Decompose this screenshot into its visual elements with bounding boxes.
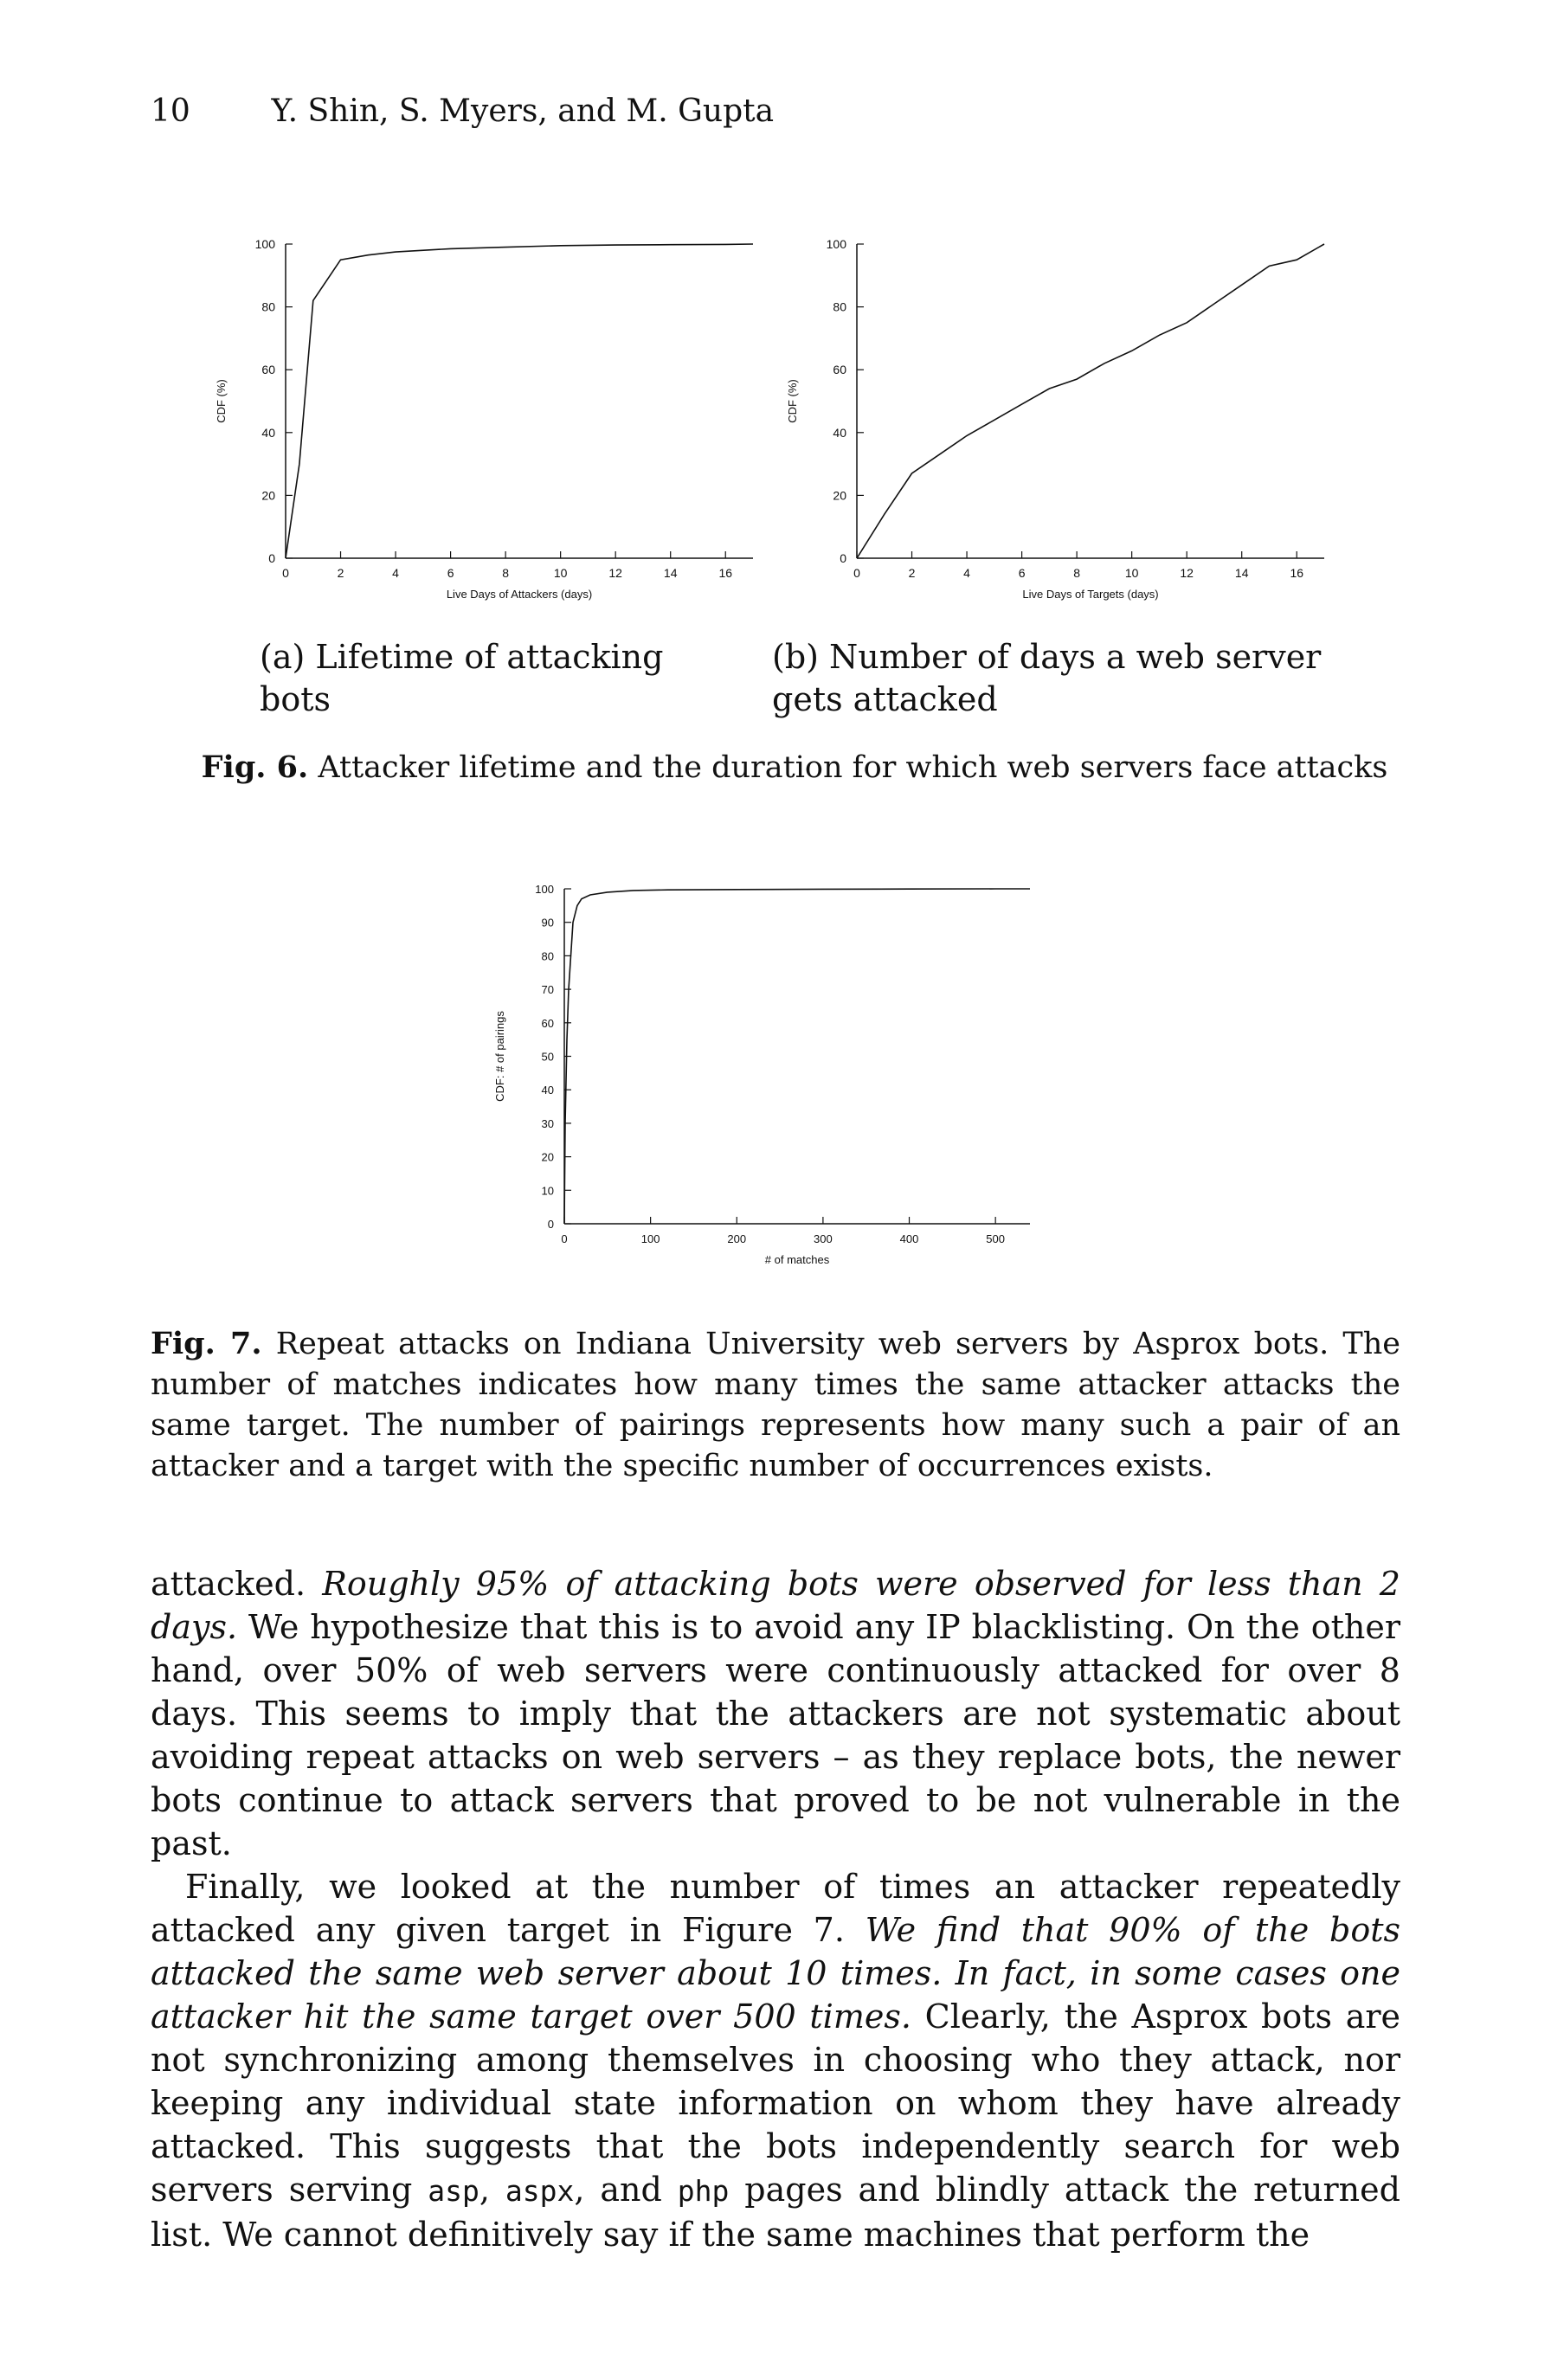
fig6-caption-text: Attacker lifetime and the duration for which web servers face attacks <box>318 750 1388 785</box>
fig7-ytick-label: 0 <box>547 1218 554 1231</box>
fig7-xtick-label: 0 <box>561 1232 568 1245</box>
fig7-ytick-label: 90 <box>541 916 554 929</box>
paragraph-1: attacked. Roughly 95% of attacking bots were observed for less than 2 days. We hypothesize that this is to avoid any IP blacklisting. On the other hand, over 50% of web servers were continuously attacked for over 8 days. This seems to imply that the attackers are not systematic about avoiding repeat attacks on web servers – as they replace bots, the newer bots continue to attack servers that proved to be not vulnerable in the past. <box>151 1565 1400 1862</box>
fig6a-xtick-label: 14 <box>663 566 678 580</box>
fig7-label: Fig. 7. <box>151 1326 262 1361</box>
fig6a-xtick-label: 8 <box>502 566 510 580</box>
body-text <box>151 1562 1400 2256</box>
fig6a-xtick-label: 2 <box>337 566 344 580</box>
fig6b-xtick-label: 2 <box>908 566 916 580</box>
fig7-ytick-label: 20 <box>541 1150 554 1164</box>
fig6b-x-axis-label: Live Days of Targets (days) <box>1022 588 1159 601</box>
fig7-caption <box>151 1324 1400 1487</box>
fig6a-cdf-line <box>286 244 753 558</box>
fig7-caption-text: Repeat attacks on Indiana University web servers by Asprox bots. The number of matches indicates how many times the same attacker attacks the same target. The number of pairings represents how many such a pair of an attacker and a target with the specific number of occurrences exists. <box>151 1327 1400 1483</box>
fig6a-ytick-label: 100 <box>254 237 275 251</box>
fig7-x-axis-label: # of matches <box>764 1253 830 1266</box>
fig7-ytick-label: 10 <box>541 1184 554 1198</box>
fig6a-x-axis-label: Live Days of Attackers (days) <box>446 588 593 601</box>
fig7-xtick-label: 500 <box>986 1232 1005 1245</box>
fig6a-chart <box>190 229 779 645</box>
fig6b-xtick-label: 4 <box>963 566 970 580</box>
fig7-cdf-line <box>564 889 1030 1224</box>
fig6a-xtick-label: 6 <box>447 566 454 580</box>
fig6b-xtick-label: 12 <box>1180 566 1194 580</box>
fig7-y-axis-label: CDF: # of pairings <box>493 1011 506 1102</box>
fig6a-ytick-label: 40 <box>261 425 275 440</box>
fig7-ytick-label: 100 <box>535 883 554 896</box>
fig6b-xtick-label: 16 <box>1290 566 1304 580</box>
author-list: Y. Shin, S. Myers, and M. Gupta <box>271 93 775 129</box>
fig6b-xtick-label: 6 <box>1018 566 1026 580</box>
fig6a-ytick-label: 80 <box>261 299 275 314</box>
fig7-xtick-label: 100 <box>640 1232 660 1245</box>
fig6a-ytick-label: 20 <box>261 488 275 503</box>
fig6-caption <box>189 748 1400 788</box>
fig7-ytick-label: 60 <box>541 1016 554 1030</box>
fig6a-subcaption: (a) Lifetime of attacking bots <box>260 638 664 719</box>
fig6b-subcaption: (b) Number of days a web server gets attacked <box>772 638 1322 719</box>
fig7-ytick-label: 50 <box>541 1050 554 1064</box>
fig6a-xtick-label: 12 <box>608 566 622 580</box>
running-header <box>151 93 774 129</box>
fig6b-xtick-label: 10 <box>1124 566 1139 580</box>
fig7-ytick-label: 80 <box>541 949 554 963</box>
fig6b-y-axis-label: CDF (%) <box>786 379 799 423</box>
paragraph-2: Finally, we looked at the number of times an attacker repeatedly attacked any given target in Figure 7. We find that 90% of the bots attacked the same web server about 10 times. In fact, in some cases one attacker hit the same target over 500 times. Clearly, the Asprox bots are not synchronizing among themselves in choosing who they attack, nor keeping any individual state information on whom they have already attacked. This suggests that the bots independently search for web servers serving asp, aspx, and php pages and blindly attack the returned list. We cannot definitively say if the same machines that perform the <box>151 1868 1400 2254</box>
fig7-ytick-label: 30 <box>541 1116 554 1130</box>
fig6b-chart <box>762 229 1350 645</box>
fig7-xtick-label: 300 <box>814 1232 833 1245</box>
fig6b-ytick-label: 0 <box>840 551 846 565</box>
fig6a-xtick-label: 16 <box>718 566 733 580</box>
fig7-xtick-label: 400 <box>899 1232 919 1245</box>
fig6b-ytick-label: 100 <box>826 237 846 251</box>
fig6b-ytick-label: 20 <box>833 488 846 503</box>
fig7-ytick-label: 70 <box>541 983 554 997</box>
fig6a-y-axis-label: CDF (%) <box>215 379 228 423</box>
fig6b-xtick-label: 0 <box>853 566 860 580</box>
fig6b-xtick-label: 14 <box>1234 566 1249 580</box>
page-number: 10 <box>151 93 190 129</box>
fig6a-xtick-label: 4 <box>392 566 399 580</box>
fig6a-ytick-label: 60 <box>261 363 275 377</box>
fig6b-xtick-label: 8 <box>1073 566 1081 580</box>
fig6b-ytick-label: 80 <box>833 299 846 314</box>
fig6b-ytick-label: 40 <box>833 425 846 440</box>
code-aspx: aspx <box>505 2174 575 2208</box>
emphasis-2: We find that 90% of the bots attacked the same web server about 10 times. In fact, in some cases one attacker hit the same target over 500 times. <box>151 1911 1400 2036</box>
code-asp: asp <box>428 2174 479 2208</box>
fig6-label: Fig. 6. <box>201 749 309 785</box>
fig7-ytick-label: 40 <box>541 1084 554 1097</box>
fig6a-ytick-label: 0 <box>268 551 275 565</box>
fig7-chart <box>485 874 1056 1290</box>
fig6b-cdf-line <box>857 244 1324 558</box>
fig6a-xtick-label: 0 <box>282 566 289 580</box>
emphasis-1: Roughly 95% of attacking bots were observed for less than 2 days. <box>151 1565 1400 1646</box>
fig6a-xtick-label: 10 <box>553 566 568 580</box>
fig6b-ytick-label: 60 <box>833 363 846 377</box>
code-php: php <box>677 2174 730 2208</box>
fig7-xtick-label: 200 <box>727 1232 747 1245</box>
